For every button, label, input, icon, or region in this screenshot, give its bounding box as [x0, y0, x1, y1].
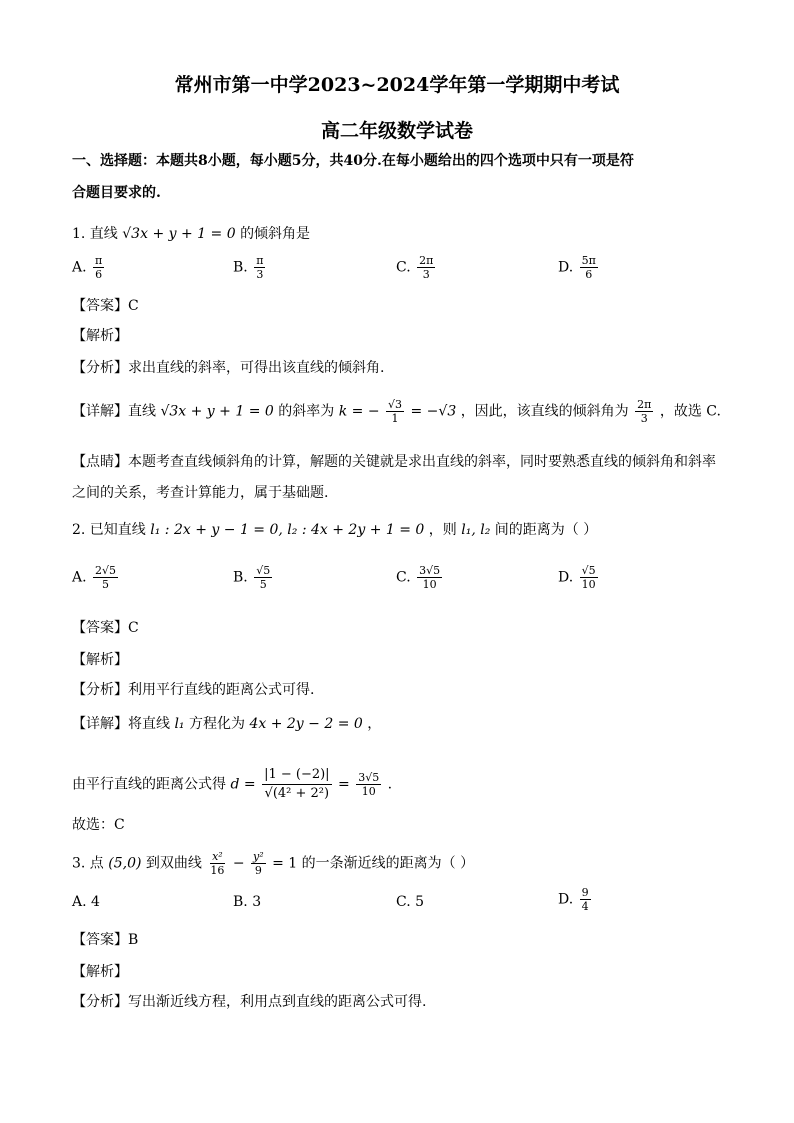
q2-analysis-tag: 【解析】 [72, 652, 128, 668]
q3-option-a: A. 4 [72, 894, 100, 910]
equation: (5,0) [108, 855, 142, 872]
option-fraction: $\frac{9}{4}$ [581, 886, 589, 913]
fraction: $\frac{|1 - (-2)|}{\text{√(4² + 2²)}}$ [264, 767, 330, 801]
q1-fenxi: 【分析】求出直线的斜率，可得出该直线的倾斜角. [72, 360, 385, 376]
option-fraction: $\frac{\pi}{3}$ [256, 254, 264, 281]
text: 【详解】将直线 [72, 716, 170, 732]
option-label: D. [558, 569, 574, 586]
equation: l₁ : 2x + y − 1 = 0, l₂ : 4x + 2y + 1 = 0 [150, 522, 425, 538]
text: 由平行直线的距离公式得 [72, 776, 226, 793]
q2-xiangjie [72, 714, 381, 734]
text: ，则 [428, 522, 457, 538]
q3-option-c: C. 5 [396, 894, 425, 910]
equation: k = − [338, 403, 380, 420]
section-header-line1: 一、选择题：本题共8小题，每小题5分，共40分.在每小题给出的四个选项中只有一项是符 [72, 153, 634, 169]
fraction: $\frac{\text{y²}}{9}$ [253, 850, 264, 877]
option-label: A. [72, 569, 87, 586]
option-fraction: $\frac{2\pi}{3}$ [419, 254, 434, 281]
fraction: $\frac{\text{x²}}{16}$ [210, 850, 225, 877]
option-label: C. [396, 569, 411, 586]
option-label: B. [233, 259, 248, 276]
equation: l₁, l₂ [461, 522, 491, 538]
q3-option-b: B. 3 [233, 894, 262, 910]
q1-option-c [396, 254, 437, 281]
equation: d = [230, 776, 256, 793]
q1-dianjing-line1: 【点睛】本题考查直线倾斜角的计算，解题的关键就是求出直线的斜率，同时要熟悉直线的倾斜角和斜率 [72, 454, 716, 470]
option-label: D. [558, 891, 574, 908]
fraction: $\frac{3√5}{10}$ [358, 771, 380, 798]
q1-xiangjie [72, 398, 721, 425]
text: 方程化为 [189, 716, 245, 732]
q2-option-a [72, 564, 120, 591]
section-header-line2: 合题目要求的. [72, 185, 161, 201]
text: 的斜率为 [278, 403, 335, 420]
text: ， [367, 716, 382, 732]
option-fraction: $\frac{\pi}{6}$ [95, 254, 103, 281]
q2-formula [72, 766, 392, 803]
text: 3. 点 [72, 855, 104, 872]
q3-fenxi: 【分析】写出渐近线方程，利用点到直线的距离公式可得. [72, 994, 427, 1010]
q2-option-d [558, 564, 600, 591]
q1-equation: √3x + y + 1 = 0 [122, 226, 236, 242]
text: 【详解】直线 [72, 403, 156, 420]
equation: l₁ [174, 716, 185, 732]
equation: 4x + 2y − 2 = 0 [249, 716, 363, 732]
q2-answer: 【答案】C [72, 620, 139, 636]
equation: √3x + y + 1 = 0 [160, 403, 274, 420]
option-fraction: $\frac{3√5}{10}$ [419, 564, 441, 591]
page-title: 常州市第一中学2023~2024学年第一学期期中考试 [174, 74, 620, 96]
q1-option-b [233, 254, 267, 281]
page-subtitle: 高二年级数学试卷 [320, 120, 473, 142]
text: − [232, 855, 245, 872]
q1-analysis-tag: 【解析】 [72, 328, 128, 344]
fraction: $\frac{2\pi}{3}$ [637, 398, 652, 425]
q2-option-b [233, 564, 274, 591]
q1-option-d [558, 254, 600, 281]
question-1 [72, 224, 310, 244]
q2-fenxi: 【分析】利用平行直线的距离公式可得. [72, 682, 315, 698]
option-label: C. [396, 259, 411, 276]
question-3 [72, 850, 474, 877]
q1-answer: 【答案】C [72, 298, 139, 314]
q3-option-d [558, 886, 593, 913]
option-fraction: $\frac{√5}{5}$ [256, 564, 271, 591]
question-2 [72, 520, 597, 540]
option-label: A. [72, 259, 87, 276]
q1-prefix: 1. 直线 [72, 226, 118, 242]
option-label: D. [558, 259, 574, 276]
text: ，因此，该直线的倾斜角为 [460, 403, 629, 420]
q2-option-c [396, 564, 444, 591]
text: 间的距离为（ ） [494, 522, 598, 538]
q1-option-a [72, 254, 106, 281]
equation: = 1 [272, 855, 298, 872]
text: 到双曲线 [145, 855, 202, 872]
q3-analysis-tag: 【解析】 [72, 964, 128, 980]
option-label: B. [233, 569, 248, 586]
equation: = [338, 776, 350, 793]
equation: = −√3 [410, 403, 457, 420]
option-fraction: $\frac{5\pi}{6}$ [581, 254, 596, 281]
q2-guxuan: 故选：C [72, 817, 125, 833]
q1-suffix: 的倾斜角是 [240, 226, 311, 242]
text: 的一条渐近线的距离为（ ） [301, 855, 475, 872]
text: . [387, 776, 393, 793]
q1-dianjing-line2: 之间的关系，考查计算能力，属于基础题. [72, 485, 329, 501]
option-fraction: $\frac{2√5}{5}$ [95, 564, 117, 591]
text: 2. 已知直线 [72, 522, 146, 538]
option-fraction: $\frac{√5}{10}$ [581, 564, 596, 591]
fraction: $\frac{√3}{1}$ [388, 398, 403, 425]
text: ，故选 C. [659, 403, 721, 420]
q3-answer: 【答案】B [72, 932, 139, 948]
